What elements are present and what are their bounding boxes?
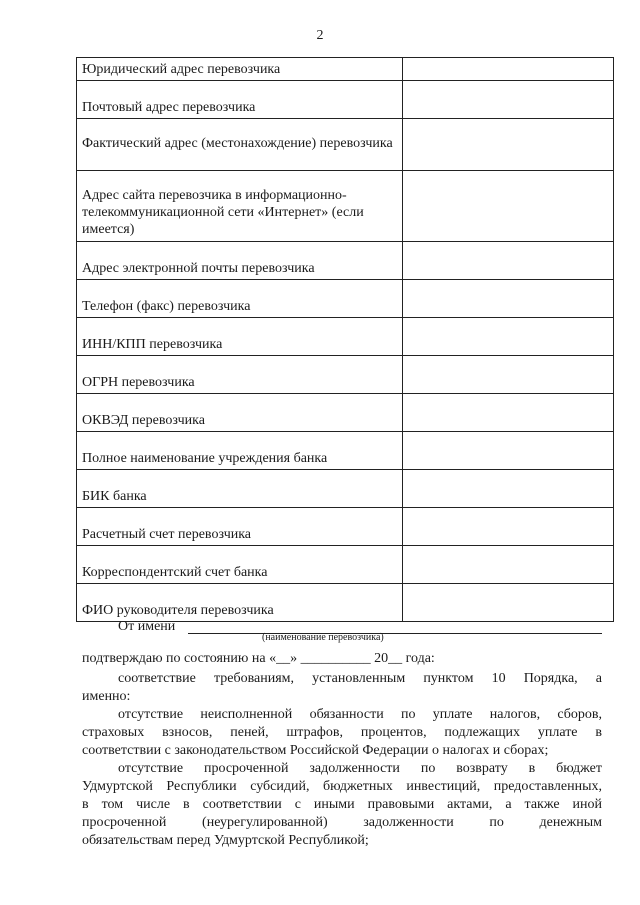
row-value-ogrn[interactable]	[403, 356, 614, 394]
table-row	[77, 171, 614, 242]
table-row	[77, 58, 614, 81]
row-label-phone: Телефон (факс) перевозчика	[77, 280, 403, 318]
row-value-director-name[interactable]	[403, 584, 614, 622]
table-row	[77, 546, 614, 584]
table-row	[77, 470, 614, 508]
paragraph-2-line-2: страховых взносов, пеней, штрафов, процентов, подлежащих уплате в	[82, 725, 602, 740]
row-value-postal-address[interactable]	[403, 81, 614, 119]
row-label-ogrn: ОГРН перевозчика	[77, 356, 403, 394]
row-label-okved: ОКВЭД перевозчика	[77, 394, 403, 432]
row-label-director-name: ФИО руководителя перевозчика	[77, 584, 403, 622]
paragraph-2-line-3: соответствии с законодательством Российской Федерации о налогах и сборах;	[82, 743, 549, 758]
row-value-okved[interactable]	[403, 394, 614, 432]
paragraph-2-line-1: отсутствие неисполненной обязанности по уплате налогов, сборов,	[118, 707, 602, 722]
row-label-website: Адрес сайта перевозчика в информационно-телекоммуникационной сети «Интернет» (если имеется)	[77, 171, 403, 242]
row-value-website[interactable]	[403, 171, 614, 242]
row-value-inn-kpp[interactable]	[403, 318, 614, 356]
confirm-date-blank[interactable]: __________	[300, 651, 371, 666]
table-row	[77, 280, 614, 318]
table-row	[77, 432, 614, 470]
table-row	[77, 584, 614, 622]
row-value-actual-address[interactable]	[403, 119, 614, 171]
row-value-settlement-account[interactable]	[403, 508, 614, 546]
table-row	[77, 356, 614, 394]
confirm-line	[82, 650, 602, 667]
row-value-legal-address[interactable]	[403, 58, 614, 81]
paragraph-1: соответствие требованиям, установленным пунктом 10 Порядка, а	[118, 671, 602, 686]
row-value-bank-name[interactable]	[403, 432, 614, 470]
table-row	[77, 508, 614, 546]
paragraph-3-line-1: отсутствие просроченной задолженности по возврату в бюджет	[118, 761, 602, 776]
paragraph-3-line-5: обязательствам перед Удмуртской Республикой;	[82, 833, 369, 848]
paragraph-1-cont: именно:	[82, 689, 131, 704]
on-behalf-label: От имени	[118, 619, 176, 634]
row-label-legal-address: Юридический адрес перевозчика	[77, 58, 403, 81]
paragraph-3-line-2: Удмуртской Республики субсидий, бюджетных инвестиций, предоставленных,	[82, 779, 602, 794]
row-label-email: Адрес электронной почты перевозчика	[77, 242, 403, 280]
row-label-bank-name: Полное наименование учреждения банка	[77, 432, 403, 470]
row-label-actual-address: Фактический адрес (местонахождение) перевозчика	[77, 119, 403, 171]
carrier-info-table	[76, 57, 614, 622]
paragraph-3-line-4: просроченной (неурегулированной) задолженности по денежным	[82, 815, 602, 830]
table-row	[77, 394, 614, 432]
row-label-inn-kpp: ИНН/КПП перевозчика	[77, 318, 403, 356]
carrier-name-caption: (наименование перевозчика)	[262, 632, 384, 643]
page-number: 2	[316, 28, 324, 43]
table-row	[77, 119, 614, 171]
row-value-phone[interactable]	[403, 280, 614, 318]
table-row	[77, 242, 614, 280]
row-label-postal-address: Почтовый адрес перевозчика	[77, 81, 403, 119]
row-value-bik[interactable]	[403, 470, 614, 508]
paragraph-3-line-3: в том числе в соответствии с иными правовыми актами, а также иной	[82, 797, 602, 812]
row-value-correspondent-account[interactable]	[403, 546, 614, 584]
carrier-name-field[interactable]	[188, 618, 602, 634]
row-value-email[interactable]	[403, 242, 614, 280]
row-label-settlement-account: Расчетный счет перевозчика	[77, 508, 403, 546]
confirm-suffix: 20__ года:	[374, 651, 435, 666]
row-label-bik: БИК банка	[77, 470, 403, 508]
row-label-correspondent-account: Корреспондентский счет банка	[77, 546, 403, 584]
table-row	[77, 318, 614, 356]
confirm-prefix: подтверждаю по состоянию на «__»	[82, 651, 298, 666]
table-row	[77, 81, 614, 119]
